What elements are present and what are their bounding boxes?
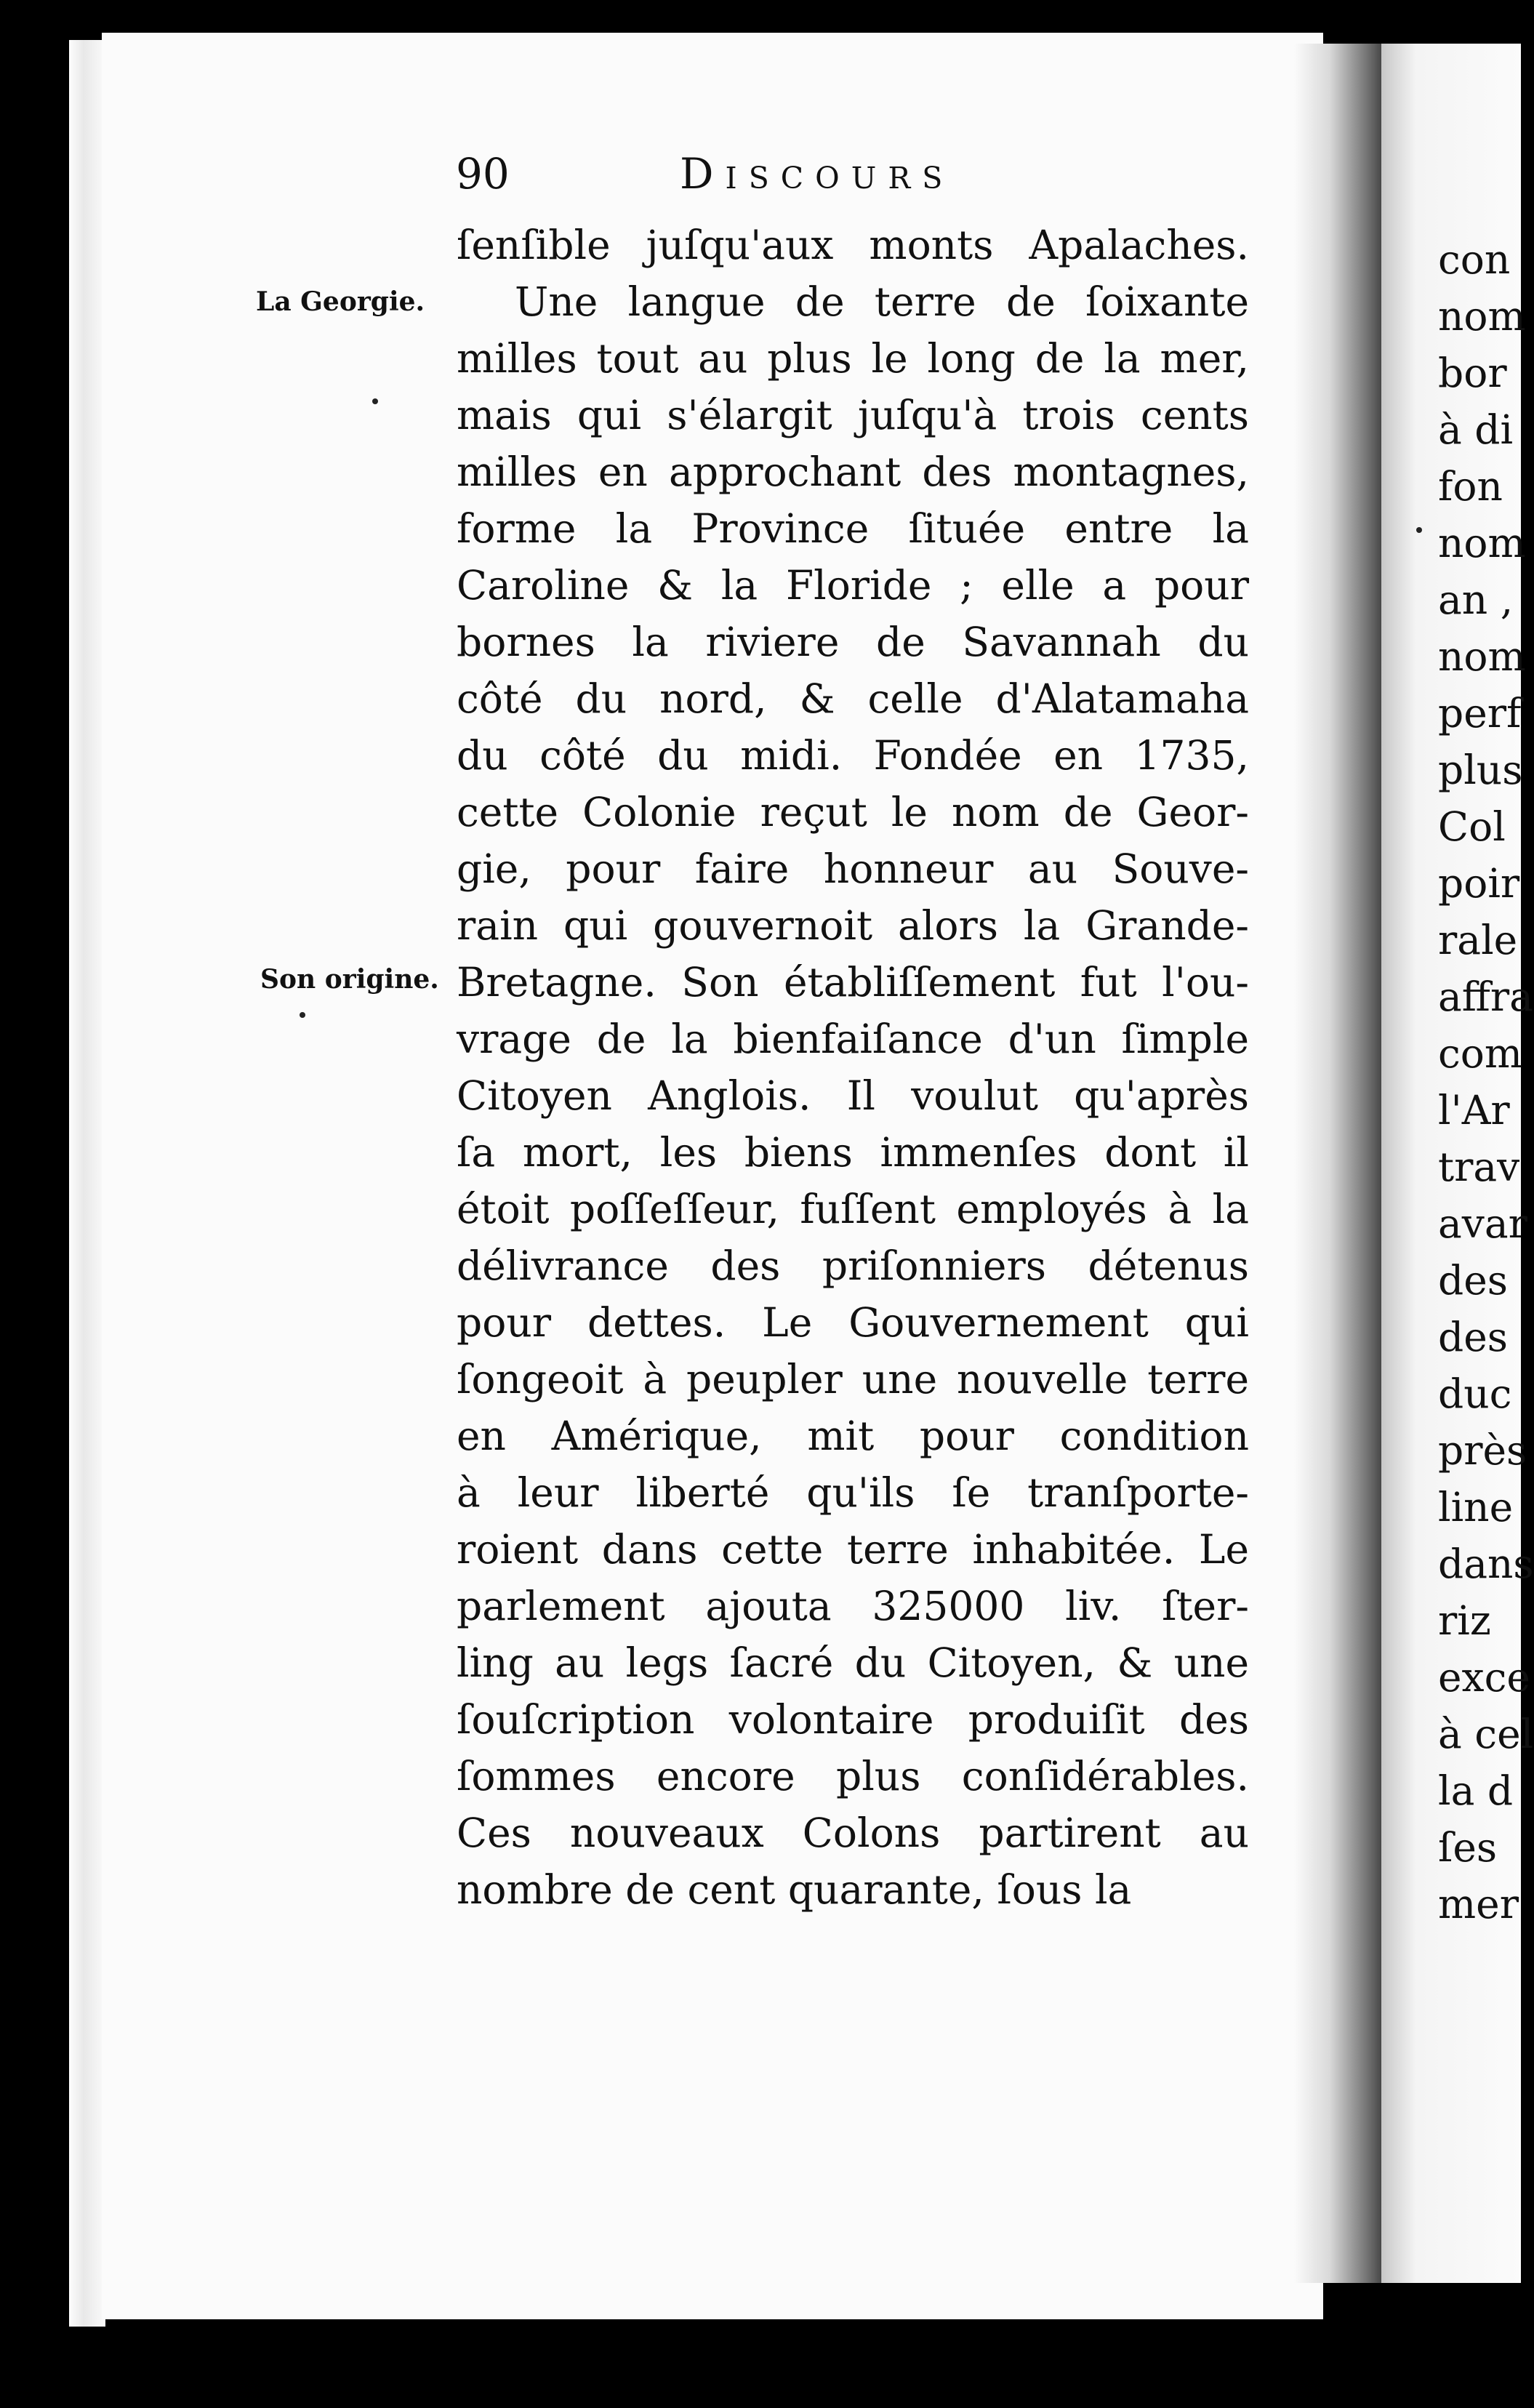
text-line: ſa mort, les biens immenſes dont il <box>457 1129 1249 1176</box>
text-line: pour dettes. Le Gouvernement qui <box>457 1299 1249 1346</box>
facing-line: l'Ar <box>1438 1087 1510 1133</box>
facing-line: nom <box>1438 520 1526 566</box>
facing-line: des <box>1438 1257 1508 1304</box>
facing-line: an , <box>1438 577 1514 623</box>
facing-line: nom <box>1438 293 1526 340</box>
facing-line: près <box>1438 1427 1527 1474</box>
facing-line: à cel <box>1438 1711 1534 1757</box>
text-line: gie, pour faire honneur au Souve- <box>457 846 1249 892</box>
facing-line: line <box>1438 1484 1514 1530</box>
facing-line: fon <box>1438 463 1503 510</box>
facing-line: plus <box>1438 747 1523 793</box>
text-line: Caroline & la Floride ; elle a pour <box>457 562 1249 609</box>
text-line: nombre de cent quarante, ſous la <box>457 1866 1132 1913</box>
text-line: à leur liberté qu'ils ſe tranſporte- <box>457 1469 1249 1516</box>
text-line-content: bornes la riviere de Savannah du <box>457 619 1249 665</box>
text-line: côté du nord, & celle d'Alatamaha <box>457 675 1249 722</box>
facing-line: mer <box>1438 1881 1519 1927</box>
facing-line: la d <box>1438 1767 1514 1814</box>
text-line: étoit poſſeſſeur, fuſſent employés à la <box>457 1186 1249 1232</box>
text-line: Une langue de terre de ſoixante <box>515 278 1249 325</box>
text-line: roient dans cette terre inhabitée. Le <box>457 1526 1249 1573</box>
text-line: vrage de la bienfaiſance d'un ſimple <box>457 1016 1249 1062</box>
margin-note-origine: Son origine. <box>260 964 439 995</box>
facing-line: des <box>1438 1314 1508 1360</box>
text-line: du côté du midi. Fondée en 1735, <box>457 732 1249 779</box>
text-line: ſongeoit à peupler une nouvelle terre <box>457 1356 1249 1402</box>
facing-line: con <box>1438 236 1511 283</box>
facing-line: bor <box>1438 350 1507 396</box>
facing-line: à di <box>1438 406 1514 453</box>
facing-line: perf <box>1438 690 1522 737</box>
facing-line: avar <box>1438 1200 1527 1247</box>
text-line: Ces nouveaux Colons partirent au <box>457 1810 1249 1856</box>
text-line: Bretagne. Son établiſſement fut l'ou- <box>457 959 1249 1006</box>
ink-speck <box>372 398 378 404</box>
text-line: Citoyen Anglois. Il voulut qu'après <box>457 1072 1249 1119</box>
text-line: ſouſcription volontaire produiſit des <box>457 1696 1249 1743</box>
body-text <box>457 217 1249 1918</box>
ink-speck <box>300 1012 305 1018</box>
gutter-shadow <box>1294 44 1396 2283</box>
text-line: ſommes encore plus conſidérables. <box>457 1753 1249 1799</box>
facing-page-text <box>1438 231 1534 1933</box>
text-line: en Amérique, mit pour condition <box>457 1413 1249 1459</box>
text-line: ling au legs ſacré du Citoyen, & une <box>457 1640 1249 1686</box>
facing-line: Col <box>1438 803 1506 850</box>
text-line: rain qui gouvernoit alors la Grande- <box>457 902 1249 949</box>
facing-line: duc <box>1438 1370 1512 1417</box>
facing-line: affra <box>1438 974 1533 1020</box>
facing-line: ſes <box>1438 1824 1498 1871</box>
text-line <box>457 614 1249 670</box>
text-line: ſenſible juſqu'aux monts Apalaches. <box>457 222 1249 268</box>
facing-line: poir <box>1438 860 1520 907</box>
facing-line: com <box>1438 1030 1523 1077</box>
facing-line: dans <box>1438 1541 1534 1587</box>
running-head: Discours <box>680 149 955 198</box>
text-line: milles en approchant des montagnes, <box>457 449 1249 495</box>
text-line: milles tout au plus le long de la mer, <box>457 335 1249 382</box>
text-line: cette Colonie reçut le nom de Geor- <box>457 789 1249 835</box>
facing-line: trav <box>1438 1144 1520 1190</box>
text-line: mais qui s'élargit juſqu'à trois cents <box>457 392 1249 438</box>
page-number: 90 <box>456 149 510 198</box>
margin-note-georgie: La Georgie. <box>256 286 425 317</box>
ink-speck <box>1416 527 1422 533</box>
text-line: forme la Province ſituée entre la <box>457 505 1249 552</box>
text-line: parlement ajouta 325000 liv. ſter- <box>457 1583 1249 1629</box>
facing-line: exce <box>1438 1654 1530 1701</box>
facing-line: riz <box>1438 1597 1491 1644</box>
facing-line: nom <box>1438 633 1526 680</box>
facing-line: rale <box>1438 917 1518 963</box>
text-line: délivrance des priſonniers détenus <box>457 1243 1249 1289</box>
binding-edge <box>69 40 105 2327</box>
